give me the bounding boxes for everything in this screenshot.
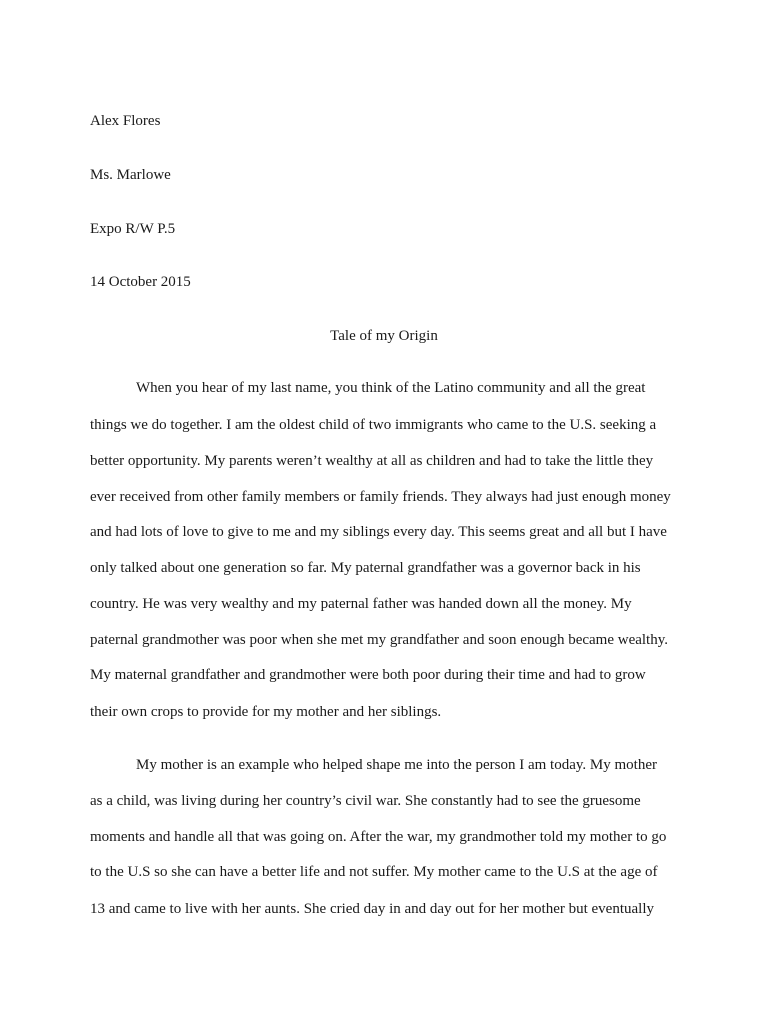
- paragraph-line: When you hear of my last name, you think of the Latino community and all the great: [136, 380, 646, 396]
- paragraph-line: moments and handle all that was going on. After the war, my grandmother told my mother to go: [90, 829, 667, 845]
- paragraph-line: My mother is an example who helped shape me into the person I am today. My mother: [136, 757, 657, 773]
- author-name: Alex Flores: [90, 113, 161, 129]
- paragraph-line: country. He was very wealthy and my paternal father was handed down all the money. My: [90, 596, 632, 612]
- paragraph-line: My maternal grandfather and grandmother were both poor during their time and had to grow: [90, 667, 646, 683]
- paragraph-line: things we do together. I am the oldest child of two immigrants who came to the U.S. seeking a: [90, 417, 657, 433]
- paragraph-line: as a child, was living during her country’s civil war. She constantly had to see the gruesome: [90, 793, 641, 809]
- paragraph-line: to the U.S so she can have a better life and not suffer. My mother came to the U.S at the age of: [90, 864, 658, 880]
- paragraph-line: 13 and came to live with her aunts. She cried day in and day out for her mother but eventually: [90, 901, 655, 917]
- teacher-name: Ms. Marlowe: [90, 167, 171, 183]
- paragraph-line: only talked about one generation so far. My paternal grandfather was a governor back in his: [90, 560, 641, 576]
- paragraph-line: their own crops to provide for my mother and her siblings.: [90, 704, 442, 720]
- paragraph-line: ever received from other family members or family friends. They always had just enough money: [90, 489, 671, 505]
- paragraph-line: better opportunity. My parents weren’t wealthy at all as children and had to take the little they: [90, 453, 654, 469]
- course-name: Expo R/W P.5: [90, 221, 176, 237]
- paragraph-line: and had lots of love to give to me and my siblings every day. This seems great and all but I have: [90, 524, 667, 540]
- essay-title: Tale of my Origin: [330, 328, 438, 344]
- paragraph-line: paternal grandmother was poor when she met my grandfather and soon enough became wealthy.: [90, 632, 668, 648]
- date-line: 14 October 2015: [90, 274, 191, 290]
